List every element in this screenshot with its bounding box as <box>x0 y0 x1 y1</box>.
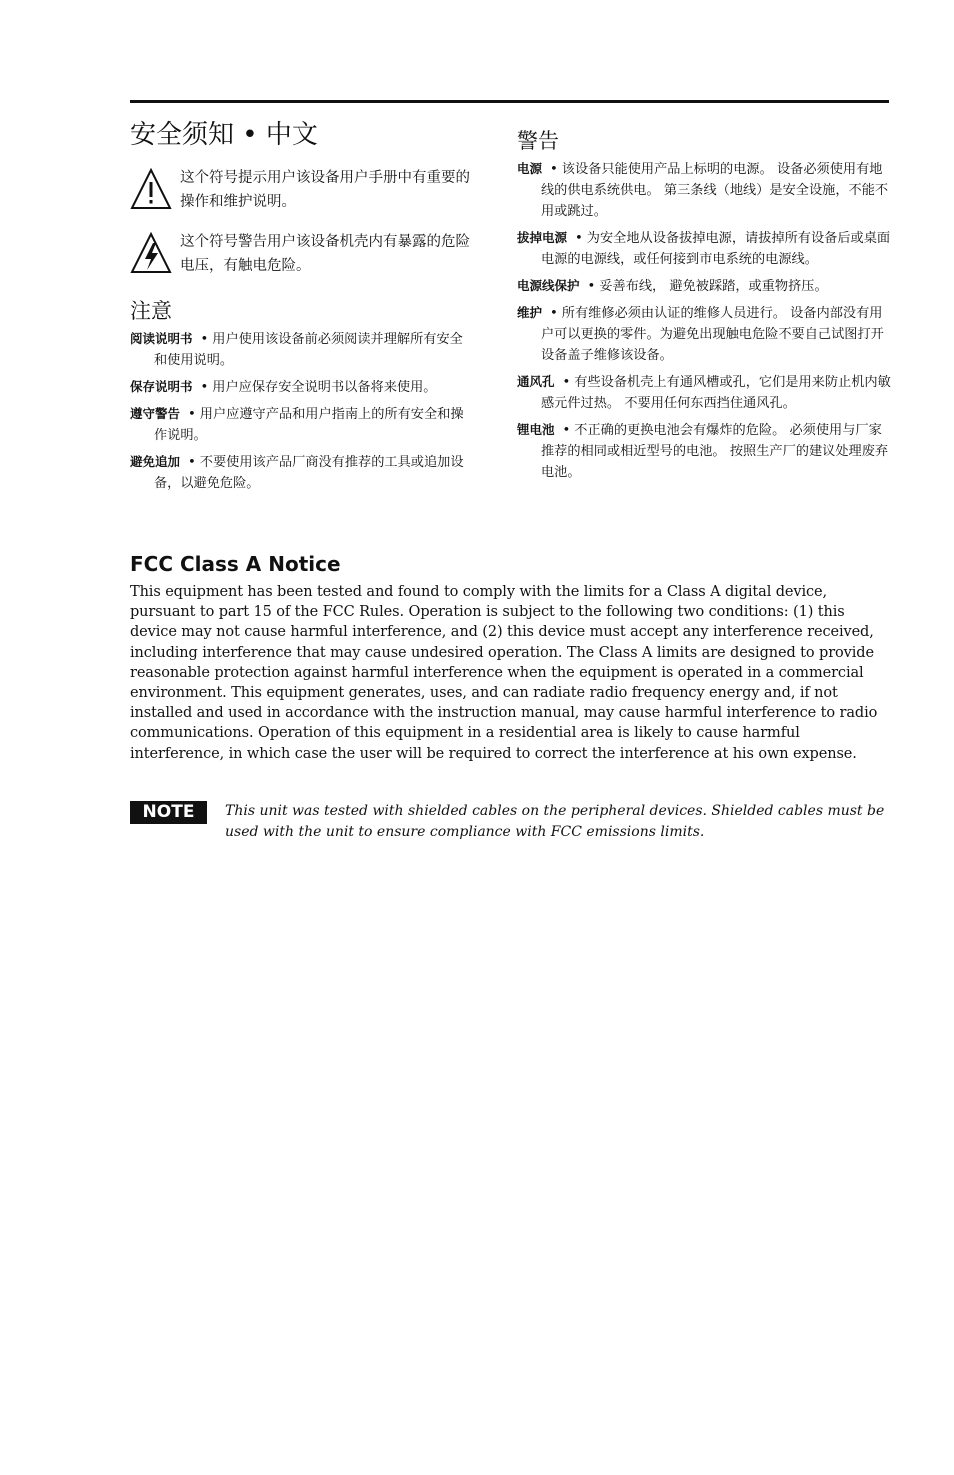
item-text: 用户使用该设备前必须阅读并理解所有安全和使用说明。 <box>154 332 463 368</box>
list-item: 保存说明书 • 用户应保存安全说明书以备将来使用。 <box>130 379 437 395</box>
safety-title: 安全须知 • 中文 <box>130 120 318 150</box>
notes-heading: 注意 <box>130 299 172 323</box>
item-term: 阅读说明书 <box>130 331 193 346</box>
symbol-notice-2 <box>130 230 470 290</box>
list-item: 避免追加 • 不要使用该产品厂商没有推荐的工具或追加设备，以避免危险。 <box>130 454 464 491</box>
list-item: 电源线保护 • 妥善布线， 避免被踩踏，或重物挤压。 <box>517 278 828 294</box>
item-term: 避免追加 <box>130 454 181 469</box>
fcc-body: This equipment has been tested and found to comply with the limits for a Class A digital device, pursuant to part 15 of the FCC Rules. Operation is subject to the following two conditions: (1) this device may not cause harmful interference, and (2) this device must accept any interference received, including interference that may cause undesired operation. The Class A limits are designed to provide reasonable protection against harmful interference when the equipment is operated in a commercial environment. This equipment generates, uses, and can radiate radio frequency energy and, if not installed and used in accordance with the instruction manual, may cause harmful interference to radio communications. Operation of this equipment in a residential area is likely to cause harmful interference, in which case the user will be required to correct the interference at his own expense. <box>130 584 878 762</box>
item-term: 电源线保护 <box>517 278 580 293</box>
item-term: 锂电池 <box>517 422 555 437</box>
item-term: 保存说明书 <box>130 379 193 394</box>
symbol-notice-1 <box>130 166 470 220</box>
item-text: 为安全地从设备拔掉电源，请拔掉所有设备后或桌面电源的电源线，或任何接到市电系统的电源线。 <box>541 231 891 267</box>
top-rule <box>130 100 889 103</box>
symbol-notice-text: 这个符号警告用户该设备机壳内有暴露的危险电压，有触电危险。 <box>180 234 470 274</box>
list-item: 维护 • 所有维修必须由认证的维修人员进行。 设备内部没有用户可以更换的零件。为避免出现触电危险不要自己试图打开设备盖子维修该设备。 <box>517 305 884 363</box>
item-text: 有些设备机壳上有通风槽或孔，它们是用来防止机内敏感元件过热。 不要用任何东西挡住通风孔。 <box>541 375 891 411</box>
list-item: 拔掉电源 • 为安全地从设备拔掉电源，请拔掉所有设备后或桌面电源的电源线，或任何接到市电系统的电源线。 <box>517 230 891 267</box>
item-text: 所有维修必须由认证的维修人员进行。 设备内部没有用户可以更换的零件。为避免出现触电危险不要自己试图打开设备盖子维修该设备。 <box>541 306 884 363</box>
safety-instructions-column <box>130 118 470 499</box>
item-term: 通风孔 <box>517 374 555 389</box>
lightning-triangle-icon <box>130 232 172 276</box>
list-item: 遵守警告 • 用户应遵守产品和用户指南上的所有安全和操作说明。 <box>130 406 464 443</box>
item-text: 不要使用该产品厂商没有推荐的工具或追加设备，以避免危险。 <box>154 455 464 491</box>
warnings-list <box>517 158 892 483</box>
notes-list <box>130 328 470 494</box>
item-text: 该设备只能使用产品上标明的电源。 设备必须使用有地线的供电系统供电。 第三条线（地线）是安全设施，不能不用或跳过。 <box>541 162 889 219</box>
item-term: 维护 <box>517 305 543 320</box>
note-badge: NOTE <box>130 801 207 824</box>
item-text: 妥善布线， 避免被踩踏，或重物挤压。 <box>599 279 828 294</box>
symbol-notice-text: 这个符号提示用户该设备用户手册中有重要的操作和维护说明。 <box>180 170 470 210</box>
list-item: 通风孔 • 有些设备机壳上有通风槽或孔，它们是用来防止机内敏感元件过热。 不要用任何东西挡住通风孔。 <box>517 374 891 411</box>
item-text: 用户应遵守产品和用户指南上的所有安全和操作说明。 <box>154 407 464 443</box>
list-item: 电源 • 该设备只能使用产品上标明的电源。 设备必须使用有地线的供电系统供电。 第三条线（地线）是安全设施，不能不用或跳过。 <box>517 161 889 219</box>
list-item: 锂电池 • 不正确的更换电池会有爆炸的危险。 必须使用与厂家推荐的相同或相近型号的电池。 按照生产厂的建议处理废弃电池。 <box>517 422 889 480</box>
fcc-notice-section <box>130 552 890 764</box>
item-text: 不正确的更换电池会有爆炸的危险。 必须使用与厂家推荐的相同或相近型号的电池。 按照生产厂的建议处理废弃电池。 <box>541 423 889 480</box>
warnings-heading: 警告 <box>517 129 559 153</box>
fcc-heading: FCC Class A Notice <box>130 552 341 576</box>
exclamation-triangle-icon <box>130 168 172 212</box>
item-text: 用户应保存安全说明书以备将来使用。 <box>212 380 437 395</box>
item-term: 拔掉电源 <box>517 230 568 245</box>
item-term: 电源 <box>517 161 543 176</box>
list-item: 阅读说明书 • 用户使用该设备前必须阅读并理解所有安全和使用说明。 <box>130 331 463 368</box>
item-term: 遵守警告 <box>130 406 181 421</box>
warnings-column <box>517 118 892 488</box>
note-text: This unit was tested with shielded cables on the peripheral devices. Shielded cables must be used with the unit to ensure compliance with FCC emissions limits. <box>225 803 885 840</box>
